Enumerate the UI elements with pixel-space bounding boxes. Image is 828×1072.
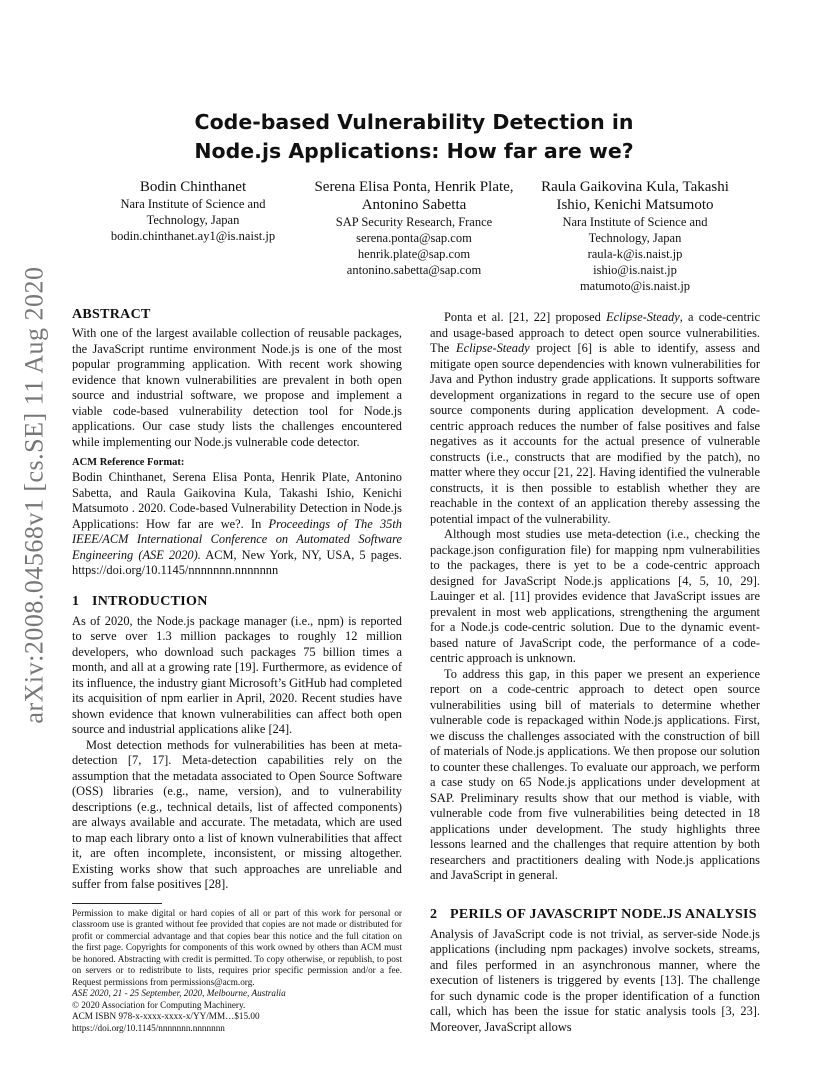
permission-notice: Permission to make digital or hard copies of all or part of this work for personal or classroom use is granted without fee provided that copies are not made or distributed for profit or commercial advantage and that copies bear this notice and the full citation on the first page. Copyrights for components of this work owned by others than ACM must be honored. Abstracting with credit is permitted. To copy otherwise, or republish, to post on servers or to redistribute to lists, requires prior specific permission and/or a fee. Request permissions from permissions@acm.org.: [72, 907, 402, 987]
author-affiliation: Technology, Japan: [588, 231, 682, 245]
body-paragraph-3: To address this gap, in this paper we present an experience report on a code-centric approach to detect open source vulnerabilities using bill of materials to determine whether vulnerable code is repackaged within Node.js applications. First, we discuss the challenges associated with the construction of bill of materials of Node.js applications. We then propose our solution to counter these challenges. To evaluate our approach, we perform a case study on 65 Node.js applications under development at SAP. Preliminary results show that our method is viable, with vulnerable code from five vulnerabilities being detected in 18 applications under development. The study highlights three lessons learned and the challenges that require attention by both researchers and practitioners dealing with Node.js applications and JavaScript in general.: [430, 666, 760, 882]
acm-format-text: [72, 470, 402, 579]
author-email: raula-k@is.naist.jp: [587, 247, 683, 261]
author-affiliation: Nara Institute of Science and: [562, 215, 708, 229]
author-email: matumoto@is.naist.jp: [579, 279, 691, 293]
right-column: [430, 310, 760, 1035]
copyright-line: © 2020 Association for Computing Machinery.: [72, 999, 246, 1010]
author-name: Bodin Chinthanet: [139, 179, 247, 195]
author-2: [309, 178, 519, 294]
abstract-text: With one of the largest available collection of reusable packages, the JavaScript runtime environment Node.js is one of the most popular programming application. With recent work showing evidence that known vulnerabilities are prevalent in both open source and industrial software, we propose and implement a viable code-based vulnerability detection tool for Node.js applications. Our case study lists the challenges encountered while implementing our Node.js vulnerable code detector.: [72, 326, 402, 449]
text-run: project [6] is able to identify, assess and mitigate open source dependencies with known vulnerabilities for Java and Python industry grade applications. It supports software development organizations in regard to the secure use of open source components during application development. A code-centric approach reduces the number of false positives and false negatives as it accounts for the actual presence of vulnerable constructs (i.e., constructs that are modified by the patch), no matter where they occur [21, 22]. Having identified the vulnerable constructs, it is then possible to establish whether they are reachable in the context of an application thereby assessing the potential impact of the vulnerability.: [430, 341, 760, 526]
intro-heading: [72, 593, 402, 611]
tool-name: Eclipse-Steady: [456, 341, 530, 355]
section-number: 1: [72, 593, 80, 609]
title-line-1: Code-based Vulnerability Detection in: [194, 110, 634, 134]
acm-format-part: Bodin Chinthanet, Serena Elisa Ponta, Henrik Plate, Antonino Sabetta, and Raula Gaikovina Kula, Takashi Ishio, Kenichi Matsumoto . 2020. Code-based Vulnerability Detection in Node.js Applications: How far are we?. In: [72, 470, 402, 531]
abstract-heading: ABSTRACT: [72, 307, 151, 322]
footnote-block: [72, 903, 402, 1035]
author-email: antonino.sabetta@sap.com: [346, 263, 482, 277]
acm-format-part: ACM, New York, NY, USA, 5 pages. https://doi.org/10.1145/nnnnnnn.nnnnnnn: [72, 547, 402, 577]
author-affiliation: Nara Institute of Science and: [120, 197, 266, 211]
section-2-paragraph-1: Analysis of JavaScript code is not trivial, as server-side Node.js applications (including npm packages) involve sockets, streams, and files performed in an asynchronous manner, where the execution of listeners is triggered by events [13]. The challenge for such dynamic code is the proper identification of a function call, which has been the issue for static analysis tools [3, 23]. Moreover, JavaScript allows: [430, 926, 760, 1034]
author-name: Raula Gaikovina Kula, Takashi Ishio, Kenichi Matsumoto: [541, 179, 729, 213]
tool-name: Eclipse-Steady: [606, 310, 680, 324]
intro-paragraph-1: As of 2020, the Node.js package manager (i.e., npm) is reported to serve over 1.3 million packages to roughly 12 million developers, who download such packages 75 billion times a month, and all at a growing rate [19]. Furthermore, as evidence of its influence, the industry giant Microsoft’s GitHub had completed its acquisition of npm earlier in April, 2020. Recent studies have shown evidence that known vulnerabilities can affect both open source and industrial applications alike [24].: [72, 613, 403, 736]
acm-format-proceedings: Proceedings of The 35th IEEE/ACM International Conference on Automated Software Engineering (ASE 2020).: [72, 516, 402, 562]
author-affiliation: Technology, Japan: [146, 213, 240, 227]
isbn-line: ACM ISBN 978-x-xxxx-xxxx-x/YY/MM…$15.00: [72, 1011, 260, 1021]
body-paragraph-1: [430, 310, 760, 527]
intro-paragraph-2: Most detection methods for vulnerabilities has been at meta-detection [7, 17]. Meta-detection capabilities rely on the assumption that the metadata associated to Open Source Software (OSS) libraries (e.g., name, version), and to vulnerability descriptions (e.g., technical details, list of affected components) are always available and accurate. The metadata, which are used to map each library onto a list of known vulnerabilities that affect it, are often incomplete, inconsistent, or missing altogether. Existing works show that such approaches are unreliable and suffer from false positives [28].: [72, 737, 402, 891]
author-1: [88, 178, 298, 294]
venue-text: ASE 2020, 21 - 25 September, 2020, Melbourne, Australia: [72, 988, 286, 998]
arxiv-sidebar: [15, 266, 55, 724]
author-3: [530, 178, 740, 294]
left-column: [72, 306, 402, 1034]
doi-line: https://doi.org/10.1145/nnnnnnn.nnnnnnn: [72, 1022, 225, 1033]
author-email: serena.ponta@sap.com: [356, 231, 472, 245]
acm-format-heading: ACM Reference Format:: [72, 457, 185, 468]
section-2-heading: [430, 906, 760, 924]
section-title: INTRODUCTION: [92, 593, 208, 609]
paper-title: [90, 108, 738, 166]
venue-line: [72, 988, 402, 1000]
section-number: 2: [430, 906, 438, 922]
body-paragraph-2: Although most studies use meta-detection (i.e., checking the package.json configuration file) for mapping npm vulnerabilities to the packages, there is yet to be a code-centric approach designed for JavaScript Node.js applications [4, 5, 10, 29]. Lauinger et al. [11] provides evidence that JavaScript issues are prevalent in most web applications, strengthening the argument for a Node.js code-centric solution. Due to the dynamic event-based nature of JavaScript code, the performance of a code-centric approach is unknown.: [430, 527, 760, 665]
author-email: bodin.chinthanet.ay1@is.naist.jp: [110, 229, 276, 243]
author-block: [88, 178, 740, 294]
author-email: henrik.plate@sap.com: [357, 247, 471, 261]
title-line-2: Node.js Applications: How far are we?: [194, 139, 634, 163]
footnote-rule: [72, 903, 162, 904]
arxiv-identifier: arXiv:2008.04568v1 [cs.SE] 11 Aug 2020: [20, 266, 49, 724]
author-affiliation: SAP Security Research, France: [335, 215, 493, 229]
section-title: PERILS OF JAVASCRIPT NODE.JS ANALYSIS: [450, 906, 757, 922]
author-email: ishio@is.naist.jp: [593, 263, 677, 277]
text-run: Ponta et al. [21, 22] proposed: [444, 310, 607, 324]
author-name: Serena Elisa Ponta, Henrik Plate, Antonino Sabetta: [314, 179, 514, 213]
text-run: , a code-centric and usage-based approach to detect open source vulnerabilities. The: [430, 310, 760, 355]
